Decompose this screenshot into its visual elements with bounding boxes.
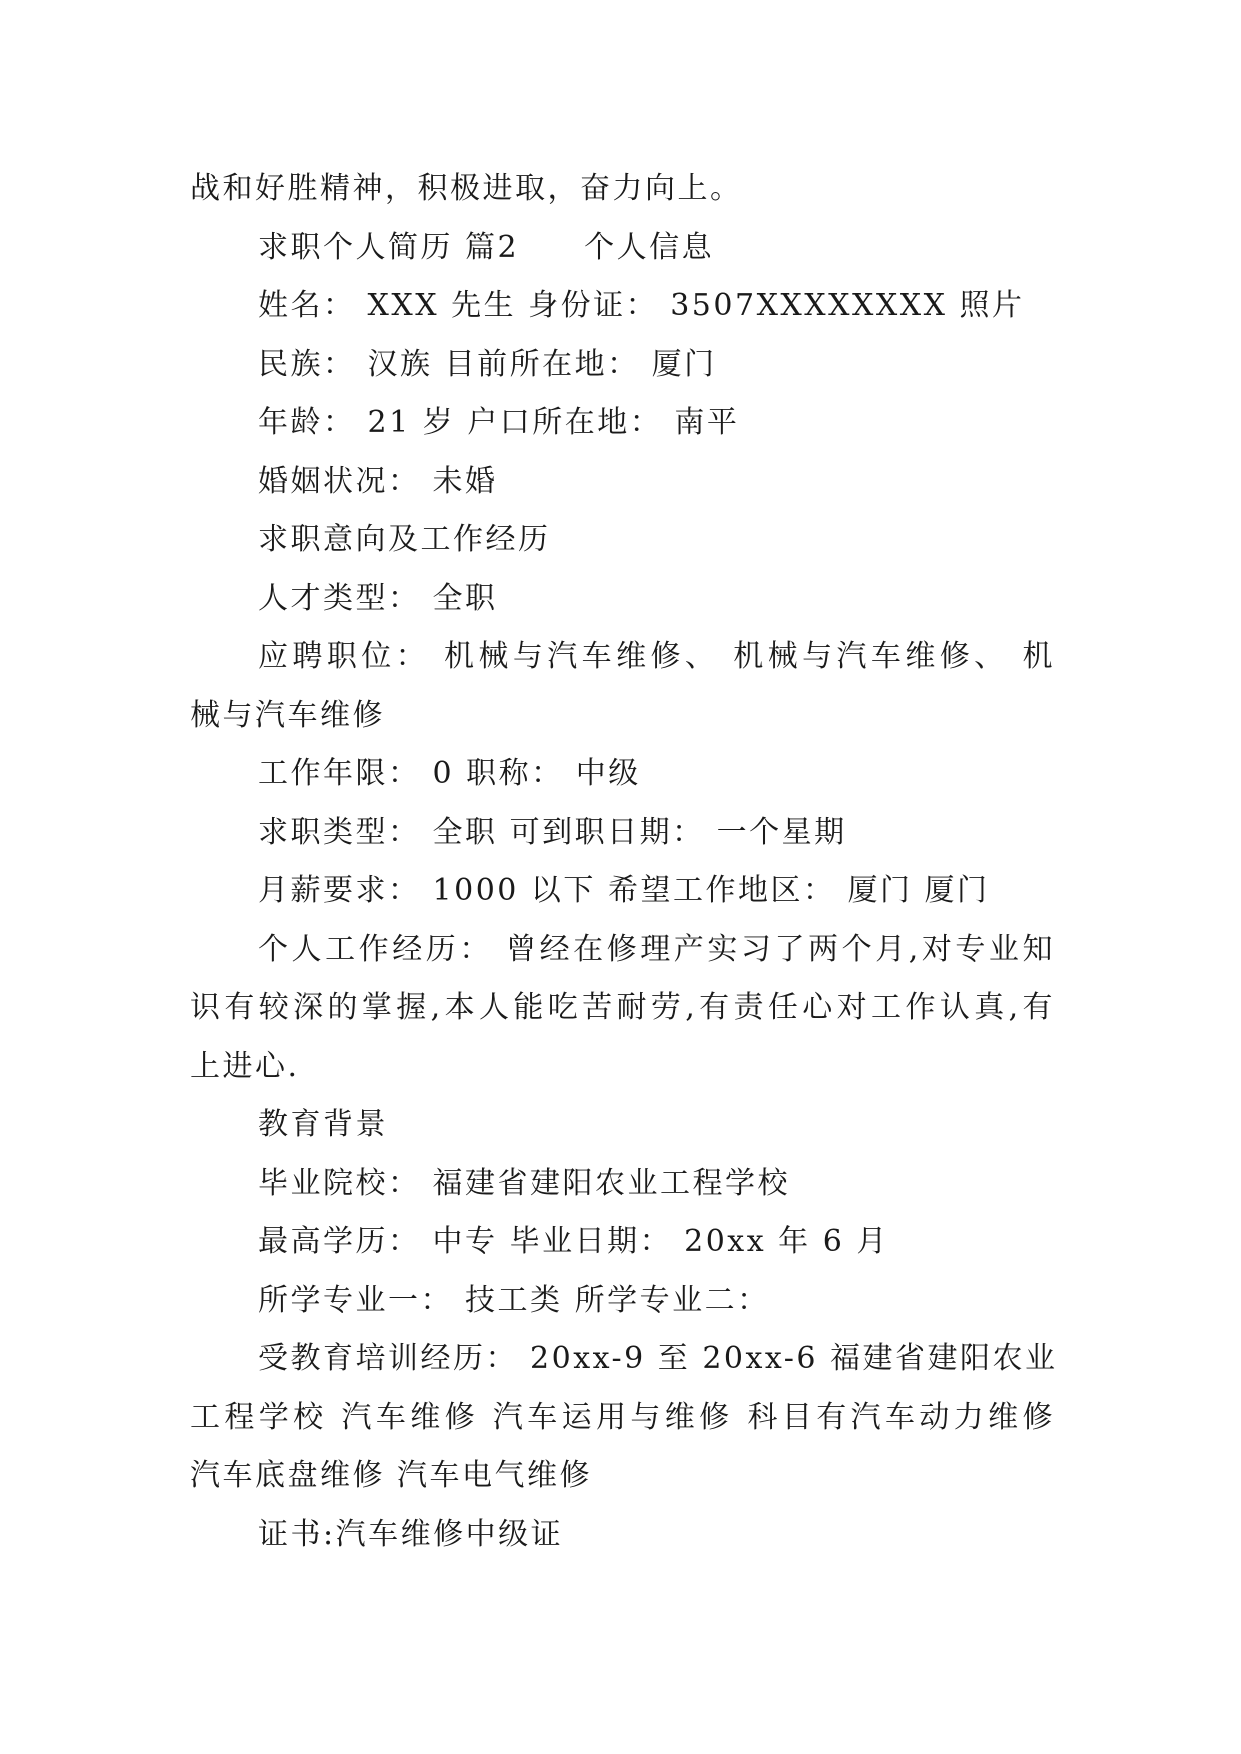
text-line-14: 个人工作经历： 曾经在修理产实习了两个月,对专业知 [258, 931, 1055, 967]
text-line-22: 工程学校 汽车维修 汽车运用与维修 科目有汽车动力维修 [190, 1399, 1055, 1435]
text-line-12: 求职类型： 全职 可到职日期： 一个星期 [258, 814, 847, 850]
text-line-15: 识有较深的掌握,本人能吃苦耐劳,有责任心对工作认真,有 [190, 990, 1055, 1025]
text-line-2: 求职个人简历 篇2 个人信息 [258, 229, 715, 265]
text-line-1: 战和好胜精神，积极进取，奋力向上。 [190, 171, 743, 206]
text-line-3: 姓名： XXX 先生 身份证： 3507XXXXXXXX 照片 [258, 288, 1025, 323]
text-line-4: 民族： 汉族 目前所在地： 厦门 [258, 346, 717, 382]
text-line-18: 毕业院校： 福建省建阳农业工程学校 [258, 1165, 791, 1201]
text-line-17: 教育背景 [258, 1107, 388, 1142]
text-line-13: 月薪要求： 1000 以下 希望工作地区： 厦门 厦门 [258, 873, 990, 908]
text-line-24: 证书:汽车维修中级证 [258, 1516, 564, 1552]
text-line-8: 人才类型： 全职 [258, 580, 498, 616]
document-body [190, 160, 1058, 1564]
text-line-9: 应聘职位： 机械与汽车维修、 机械与汽车维修、 机 [258, 639, 1055, 674]
text-line-5: 年龄： 21 岁 户口所在地： 南平 [258, 405, 740, 440]
text-line-21: 受教育培训经历： 20xx-9 至 20xx-6 福建省建阳农业 [258, 1341, 1058, 1376]
text-line-23: 汽车底盘维修 汽车电气维修 [190, 1458, 593, 1493]
text-line-16: 上进心. [190, 1048, 300, 1084]
text-line-7: 求职意向及工作经历 [258, 522, 551, 557]
text-line-10: 械与汽车维修 [190, 697, 385, 733]
text-line-20: 所学专业一： 技工类 所学专业二： [258, 1282, 770, 1318]
text-line-19: 最高学历： 中专 毕业日期： 20xx 年 6 月 [258, 1224, 889, 1259]
text-line-11: 工作年限： 0 职称： 中级 [258, 756, 641, 791]
text-line-6: 婚姻状况： 未婚 [258, 463, 498, 499]
